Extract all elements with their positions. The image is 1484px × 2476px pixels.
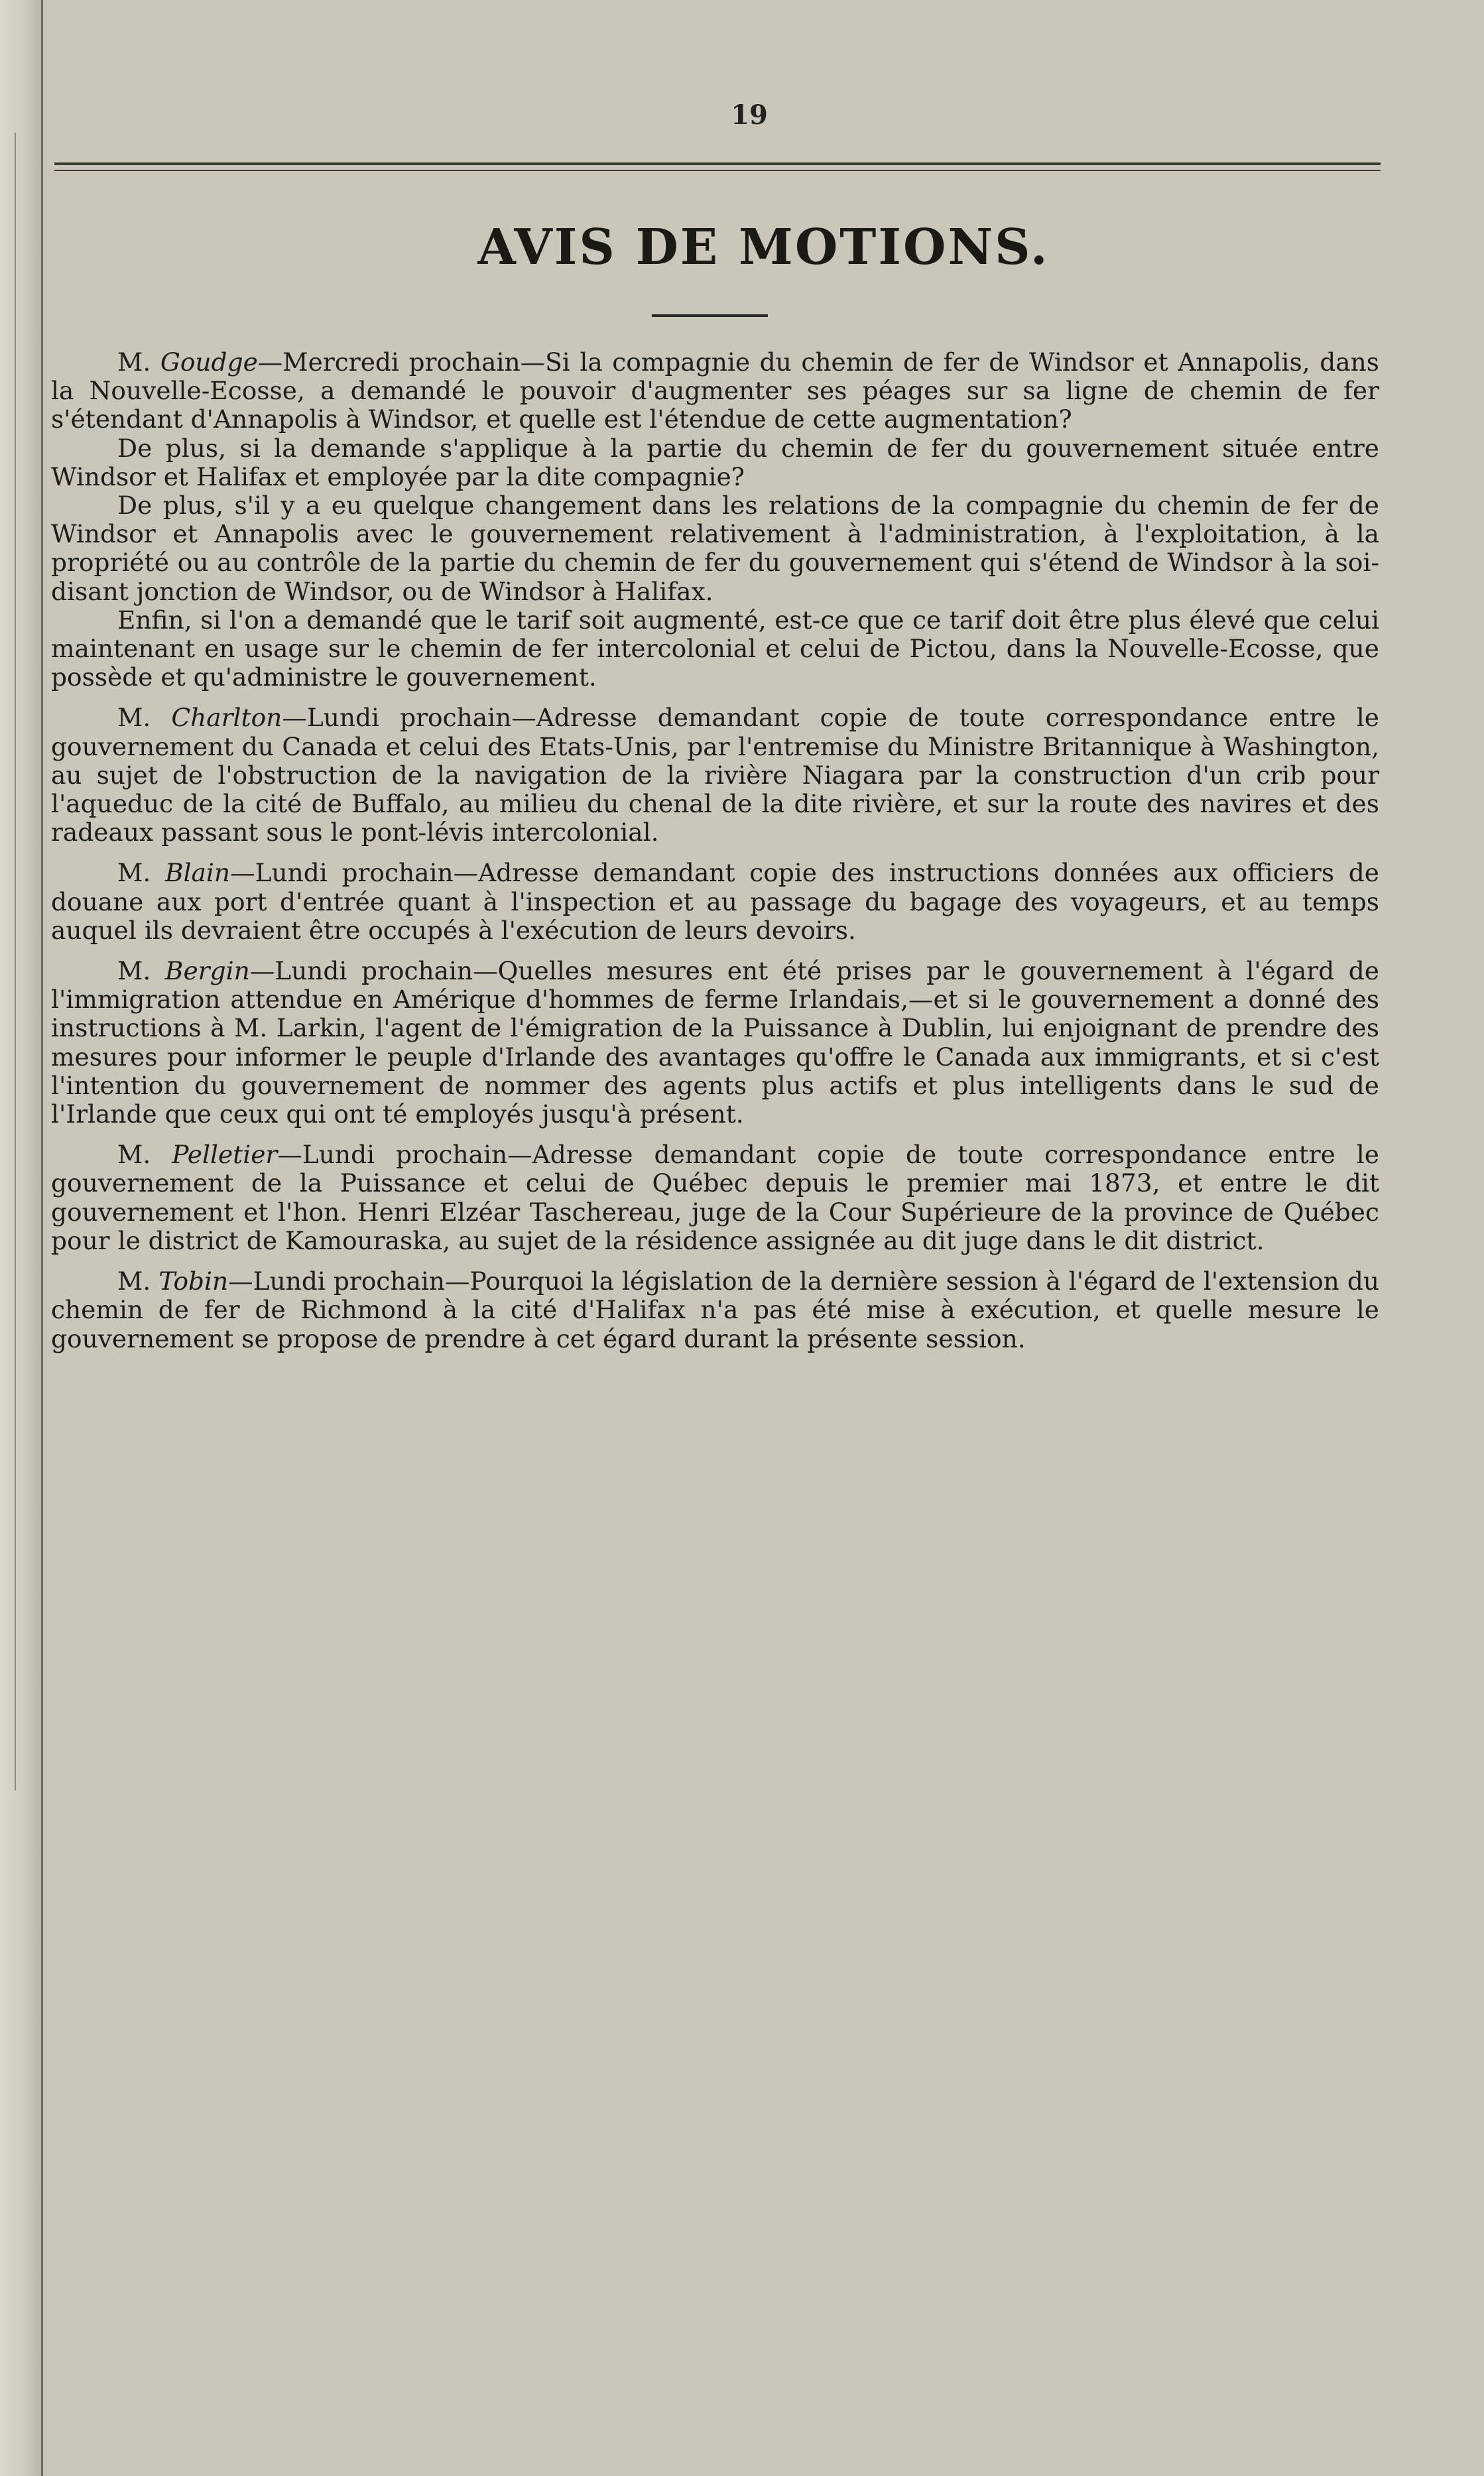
motion-text: —Lundi prochain—Quelles mesures ent été prises par le gouvernement à l'égard de l'immigration attendue en Amérique d'hommes de ferme Irlandais,—et si le gouvernement a donné des instructions à M. Larkin, l'agent de l'émigration de la Puissance à Dublin, lui enjoignant de prendre des mesures pour informer le peuple d'Irlande des avantages qu'offre le Canada aux immigrants, et si c'est l'intention du gouvernement de nommer des agents plus actifs et plus intelligents dans le sud de l'Irlande que ceux qui ont té employés jusqu'à présent.	[51, 956, 1379, 1129]
motion-text: —Lundi prochain—Adresse demandant copie de toute correspondance entre le gouvernement du Canada et celui des Etats-Unis, par l'entremise du Ministre Britannique à Washington, au sujet de l'obstruction de la navigation de la rivière Niagara par la construction d'un crib pour l'aqueduc de la cité de Buffalo, au milieu du chenal de la dite rivière, et sur la route des navires et des radeaux passant sous le pont-lévis intercolonial.	[51, 703, 1379, 847]
motion-text: De plus, si la demande s'applique à la partie du chemin de fer du gouvernement située entre Windsor et Halifax et employée par la dite compagnie?	[51, 433, 1379, 491]
motion-paragraph	[51, 491, 1379, 606]
header-rule-thick	[54, 162, 1381, 165]
member-name: Pelletier	[172, 1140, 278, 1170]
motion-paragraph	[51, 704, 1379, 847]
binding-fold-line	[15, 133, 16, 1790]
motion-prefix: M.	[117, 347, 160, 377]
motion-text: —Lundi prochain—Adresse demandant copie de toute correspondance entre le gouvernement de la Puissance et celui de Québec depuis le premier mai 1873, et entre le dit gouvernement et l'hon. Henri Elzéar Taschereau, juge de la Cour Supérieure de la province de Québec pour le district de Kamouraska, au sujet de la résidence assignée au dit juge dans le dit district.	[51, 1140, 1379, 1255]
member-name: Goudge	[160, 347, 258, 377]
motion-prefix: M.	[117, 1267, 159, 1296]
motion-paragraph	[51, 348, 1379, 434]
motion-text: —Lundi prochain—Pourquoi la législation de la dernière session à l'égard de l'extension du chemin de fer de Richmond à la cité d'Halifax n'a pas été mise à exécution, et quelle mesure le gouvernement se propose de prendre à cet égard durant la présente session.	[51, 1267, 1379, 1353]
motion-paragraph	[51, 434, 1379, 491]
title-divider	[652, 314, 768, 317]
motion-paragraph	[51, 1267, 1379, 1353]
motion-text: —Mercredi prochain—Si la compagnie du chemin de fer de Windsor et Annapolis, dans la Nouvelle-Ecosse, a demandé le pouvoir d'augmenter ses péages sur sa ligne de chemin de fer s'étendant d'Annapolis à Windsor, et quelle est l'étendue de cette augmentation?	[51, 347, 1379, 434]
page-title: AVIS DE MOTIONS.	[477, 219, 1050, 276]
motion-paragraph	[51, 606, 1379, 692]
motions-body	[51, 348, 1379, 1353]
book-binding-edge	[0, 0, 43, 2476]
member-name: Charlton	[171, 703, 282, 733]
member-name: Tobin	[158, 1267, 229, 1296]
header-rule-thin	[54, 170, 1381, 171]
motion-prefix: M.	[117, 703, 172, 733]
page-number: 19	[731, 99, 768, 131]
motion-text: —Lundi prochain—Adresse demandant copie des instructions données aux officiers de douane aux port d'entrée quant à l'inspection et au passage du bagage des voyageurs, et au temps auquel ils devraient être occupés à l'exécution de leurs devoirs.	[51, 858, 1379, 945]
motion-prefix: M.	[117, 1140, 172, 1170]
motion-paragraph	[51, 957, 1379, 1129]
motion-paragraph	[51, 859, 1379, 945]
motion-text: Enfin, si l'on a demandé que le tarif soit augmenté, est-ce que ce tarif doit être plus élevé que celui maintenant en usage sur le chemin de fer intercolonial et celui de Pictou, dans la Nouvelle-Ecosse, que possède et qu'administre le gouvernement.	[51, 605, 1379, 692]
motion-text: De plus, s'il y a eu quelque changement dans les relations de la compagnie du chemin de fer de Windsor et Annapolis avec le gouvernement relativement à l'administration, à l'exploitation, à la propriété ou au contrôle de la partie du chemin de fer du gouvernement qui s'étend de Windsor à la soi-disant jonction de Windsor, ou de Windsor à Halifax.	[51, 491, 1379, 606]
document-page	[43, 0, 1484, 2476]
member-name: Blain	[165, 858, 231, 888]
motion-prefix: M.	[117, 956, 165, 986]
motion-prefix: M.	[117, 858, 165, 888]
member-name: Bergin	[164, 956, 250, 986]
motion-paragraph	[51, 1141, 1379, 1255]
